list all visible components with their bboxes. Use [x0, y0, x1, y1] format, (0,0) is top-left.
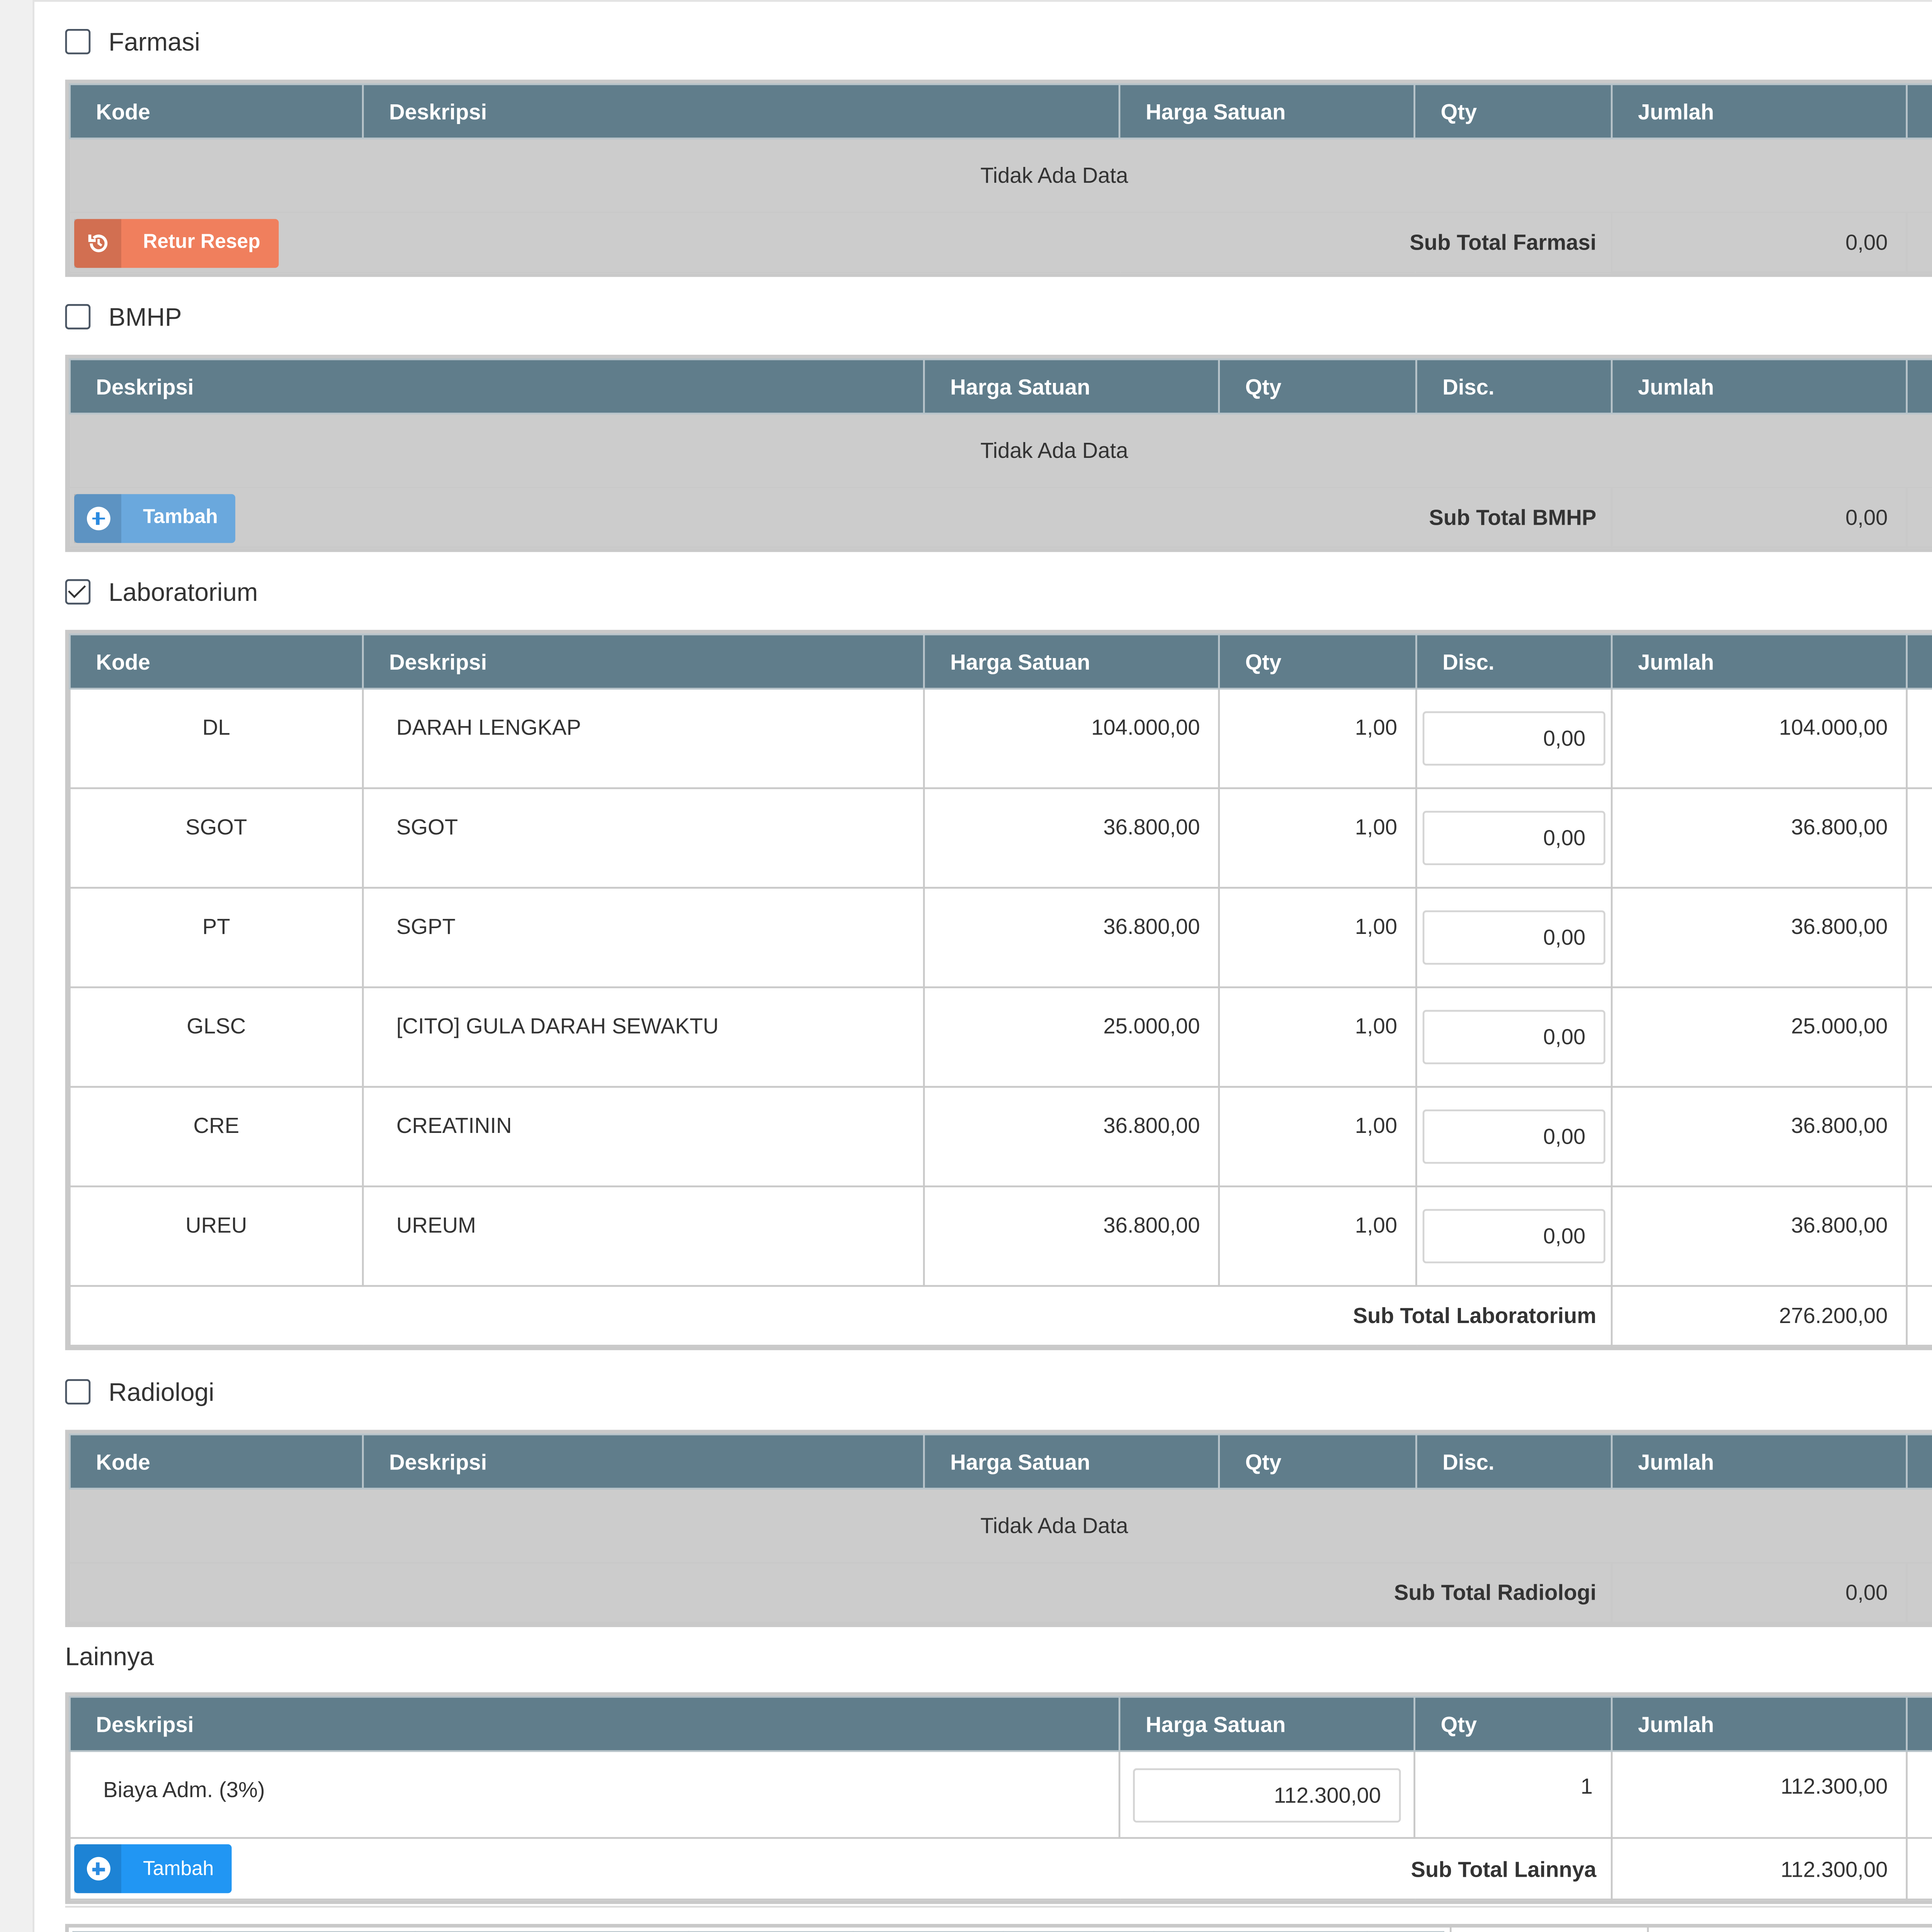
row-disc-input[interactable]: 0,00	[1423, 1209, 1605, 1264]
radiologi-label: Radiologi	[109, 1377, 214, 1406]
row-jumlah: 112.300,00	[1612, 1751, 1906, 1838]
col-harga-satuan: Harga Satuan	[924, 634, 1219, 689]
col-deskripsi: Deskripsi	[363, 634, 924, 689]
bmhp-table	[65, 355, 1932, 552]
col-kode: Kode	[70, 84, 363, 139]
table-row	[70, 987, 1932, 1087]
radiologi-section-header	[65, 1378, 214, 1406]
col-action	[1907, 84, 1932, 139]
col-disc: Disc.	[1416, 634, 1612, 689]
col-deskripsi: Deskripsi	[70, 1697, 1119, 1751]
col-harga-satuan: Harga Satuan	[924, 359, 1219, 414]
col-action	[1907, 359, 1932, 414]
col-action	[1907, 634, 1932, 689]
col-qty: Qty	[1415, 84, 1612, 139]
subtotal-lainnya-value: 112.300,00	[1612, 1838, 1906, 1900]
table-row	[70, 1186, 1932, 1286]
row-desc: SGOT	[363, 788, 924, 888]
row-harga: 25.000,00	[924, 987, 1219, 1087]
row-harga: 36.800,00	[924, 788, 1219, 888]
col-jumlah: Jumlah	[1612, 1697, 1906, 1751]
plus-circle-icon	[74, 1844, 121, 1893]
row-kode: SGOT	[70, 788, 363, 888]
row-disc-input[interactable]: 0,00	[1423, 910, 1605, 965]
lab-checkbox[interactable]	[65, 579, 91, 605]
row-jumlah: 36.800,00	[1612, 888, 1906, 988]
lab-label: Laboratorium	[109, 577, 258, 607]
col-jumlah: Jumlah	[1612, 634, 1906, 689]
col-deskripsi: Deskripsi	[70, 359, 924, 414]
col-qty: Qty	[1219, 359, 1417, 414]
plus-circle-icon	[74, 493, 121, 542]
col-harga-satuan: Harga Satuan	[924, 1434, 1219, 1489]
lab-table	[65, 630, 1932, 1350]
row-kode: PT	[70, 888, 363, 988]
row-harga: 36.800,00	[924, 888, 1219, 988]
row-qty: 1,00	[1219, 689, 1417, 788]
empty-message: Tidak Ada Data	[70, 1489, 1932, 1563]
lainnya-add-label: Tambah	[143, 1858, 214, 1880]
row-harga: 36.800,00	[924, 1186, 1219, 1286]
col-qty: Qty	[1219, 634, 1417, 689]
summary-table	[1450, 1924, 1932, 1932]
row-harga: 104.000,00	[924, 689, 1219, 788]
row-jumlah: 36.800,00	[1612, 1186, 1906, 1286]
col-qty: Qty	[1219, 1434, 1417, 1489]
col-harga-satuan: Harga Satuan	[1119, 1697, 1414, 1751]
radiologi-checkbox[interactable]	[65, 1379, 91, 1405]
row-disc-input[interactable]: 0,00	[1423, 1109, 1605, 1164]
row-disc-input[interactable]: 0,00	[1423, 811, 1605, 865]
lab-section-header	[65, 577, 258, 606]
col-jumlah: Jumlah	[1612, 359, 1906, 414]
row-desc: Biaya Adm. (3%)	[70, 1751, 1119, 1838]
row-qty: 1,00	[1219, 888, 1417, 988]
table-row	[70, 888, 1932, 988]
lainnya-add-button[interactable]	[74, 1844, 232, 1893]
retur-resep-label: Retur Resep	[143, 231, 260, 253]
sub-total-label	[1451, 1925, 1648, 1932]
row-qty: 1,00	[1219, 987, 1417, 1087]
bmhp-add-label: Tambah	[143, 507, 218, 529]
col-kode: Kode	[70, 1434, 363, 1489]
col-kode: Kode	[70, 634, 363, 689]
row-desc: DARAH LENGKAP	[363, 689, 924, 788]
col-action	[1907, 1697, 1932, 1751]
empty-message: Tidak Ada Data	[70, 138, 1932, 213]
harga-satuan-input[interactable]: 112.300,00	[1133, 1767, 1401, 1822]
row-disc-input[interactable]: 0,00	[1423, 1010, 1605, 1065]
row-kode: DL	[70, 689, 363, 788]
subtotal-radiologi-label: Sub Total Radiologi	[70, 1563, 1612, 1623]
row-qty: 1,00	[1219, 1087, 1417, 1187]
col-disc: Disc.	[1416, 1434, 1612, 1489]
row-desc: SGPT	[363, 888, 924, 988]
col-action	[1907, 1434, 1932, 1489]
subtotal-bmhp-value: 0,00	[1612, 488, 1906, 548]
row-kode: GLSC	[70, 987, 363, 1087]
bmhp-checkbox[interactable]	[65, 304, 91, 330]
empty-message: Tidak Ada Data	[70, 413, 1932, 488]
bmhp-section-header	[65, 302, 182, 331]
row-desc: CREATININ	[363, 1087, 924, 1187]
table-row	[70, 1087, 1932, 1187]
table-row	[70, 689, 1932, 788]
farmasi-table	[65, 80, 1932, 277]
lainnya-table	[65, 1692, 1932, 1904]
farmasi-label: Farmasi	[109, 27, 200, 56]
subtotal-farmasi-label: Sub Total Farmasi	[1410, 230, 1597, 255]
col-deskripsi: Deskripsi	[363, 1434, 924, 1489]
subtotal-lainnya-label: Sub Total Lainnya	[1411, 1856, 1597, 1882]
divider	[65, 1906, 1932, 1908]
col-qty: Qty	[1415, 1697, 1612, 1751]
col-jumlah: Jumlah	[1612, 1434, 1906, 1489]
row-disc-input[interactable]: 0,00	[1423, 711, 1605, 766]
subtotal-lab-label: Sub Total Laboratorium	[70, 1286, 1612, 1346]
row-jumlah: 36.800,00	[1612, 788, 1906, 888]
subtotal-radiologi-value: 0,00	[1612, 1563, 1906, 1623]
bmhp-add-button[interactable]	[74, 493, 236, 542]
col-deskripsi: Deskripsi	[363, 84, 1119, 139]
radiologi-table	[65, 1430, 1932, 1627]
table-row	[70, 1751, 1932, 1838]
sub-total-value	[1648, 1925, 1932, 1932]
undo-history-icon	[74, 218, 121, 267]
retur-resep-button[interactable]	[74, 218, 278, 267]
col-harga-satuan: Harga Satuan	[1119, 84, 1414, 139]
row-jumlah: 36.800,00	[1612, 1087, 1906, 1187]
farmasi-section-header	[65, 27, 200, 56]
row-qty: 1,00	[1219, 788, 1417, 888]
row-jumlah: 104.000,00	[1612, 689, 1906, 788]
row-qty: 1	[1415, 1751, 1612, 1838]
subtotal-lab-value: 276.200,00	[1612, 1286, 1906, 1346]
farmasi-checkbox[interactable]	[65, 29, 91, 54]
lainnya-label: Lainnya	[65, 1641, 154, 1671]
col-disc: Disc.	[1416, 359, 1612, 414]
row-harga: 36.800,00	[924, 1087, 1219, 1187]
col-jumlah: Jumlah	[1612, 84, 1906, 139]
row-kode: UREU	[70, 1186, 363, 1286]
subtotal-farmasi-value: 0,00	[1612, 213, 1906, 272]
subtotal-bmhp-label: Sub Total BMHP	[1429, 505, 1597, 531]
bmhp-label: BMHP	[109, 302, 182, 332]
table-row	[70, 788, 1932, 888]
row-desc: UREUM	[363, 1186, 924, 1286]
row-kode: CRE	[70, 1087, 363, 1187]
row-desc: [CITO] GULA DARAH SEWAKTU	[363, 987, 924, 1087]
row-qty: 1,00	[1219, 1186, 1417, 1286]
row-jumlah: 25.000,00	[1612, 987, 1906, 1087]
